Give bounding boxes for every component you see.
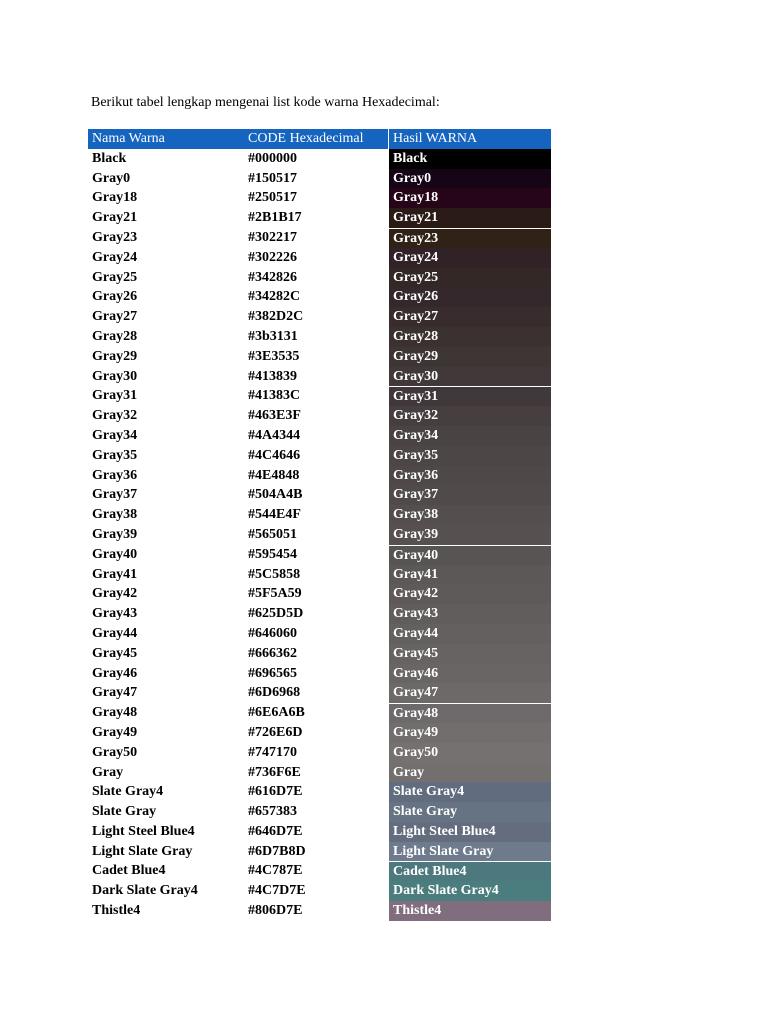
color-swatch-cell: Slate Gray4	[389, 782, 551, 802]
hex-code-cell: #4E4848	[248, 467, 300, 483]
color-swatch-cell: Gray43	[389, 604, 551, 624]
color-name-cell: Gray48	[92, 705, 138, 721]
color-swatch-cell: Thistle4	[389, 901, 551, 921]
color-swatch-cell: Gray38	[389, 505, 551, 525]
table-row	[88, 782, 551, 802]
hex-code-cell: #616D7E	[248, 784, 303, 800]
color-swatch-cell: Gray28	[389, 327, 551, 347]
color-name-cell: Slate Gray4	[92, 784, 164, 800]
color-swatch-cell: Light Steel Blue4	[389, 822, 551, 842]
hex-code-cell: #657383	[248, 804, 297, 820]
hex-code-cell: #34282C	[248, 289, 301, 305]
intro-text: Berikut tabel lengkap mengenai list kode warna Hexadecimal:	[91, 95, 440, 110]
color-name-cell: Gray42	[92, 586, 138, 602]
color-swatch-cell: Gray23	[389, 228, 551, 248]
table-row	[88, 644, 551, 664]
color-swatch-cell: Gray18	[389, 188, 551, 208]
color-name-cell: Gray21	[92, 210, 138, 226]
table-row	[88, 406, 551, 426]
color-name-cell: Gray40	[92, 546, 138, 562]
color-name-cell: Gray50	[92, 744, 138, 760]
color-swatch-cell: Gray41	[389, 565, 551, 585]
table-row	[88, 624, 551, 644]
hex-code-cell: #625D5D	[248, 606, 304, 622]
color-name-cell: Gray43	[92, 606, 138, 622]
table-row	[88, 842, 551, 862]
hex-code-cell: #6D7B8D	[248, 843, 306, 859]
table-row	[88, 802, 551, 822]
table-row	[88, 664, 551, 684]
hex-code-cell: #6E6A6B	[248, 705, 305, 721]
table-row	[88, 525, 551, 545]
color-swatch-cell: Gray26	[389, 287, 551, 307]
hex-code-cell: #806D7E	[248, 903, 303, 919]
hex-code-cell: #5C5858	[248, 566, 301, 582]
color-swatch-cell: Gray45	[389, 644, 551, 664]
color-name-cell: Gray23	[92, 229, 138, 245]
table-row	[88, 505, 551, 525]
hex-code-cell: #3b3131	[248, 328, 298, 344]
color-swatch-cell: Gray47	[389, 683, 551, 703]
hex-code-cell: #2B1B17	[248, 210, 302, 226]
table-row	[88, 485, 551, 505]
color-swatch-cell: Gray44	[389, 624, 551, 644]
table-row	[88, 723, 551, 743]
color-name-cell: Gray32	[92, 408, 138, 424]
hex-code-cell: #726E6D	[248, 724, 303, 740]
hex-code-cell: #4A4344	[248, 427, 301, 443]
table-row	[88, 881, 551, 901]
color-name-cell: Gray0	[92, 170, 131, 186]
color-name-cell: Gray26	[92, 289, 138, 305]
color-swatch-cell: Gray36	[389, 466, 551, 486]
color-name-cell: Gray29	[92, 348, 138, 364]
color-name-cell: Light Steel Blue4	[92, 823, 195, 839]
color-swatch-cell: Gray	[389, 763, 551, 783]
color-name-cell: Gray27	[92, 309, 138, 325]
header-name: Nama Warna	[88, 129, 244, 149]
color-swatch-cell: Gray46	[389, 664, 551, 684]
hex-code-cell: #4C787E	[248, 863, 303, 879]
table-row	[88, 446, 551, 466]
color-name-cell: Gray31	[92, 388, 138, 404]
table-row	[88, 466, 551, 486]
color-name-cell: Gray34	[92, 427, 138, 443]
color-swatch-cell: Black	[389, 149, 551, 169]
table-row	[88, 584, 551, 604]
color-swatch-cell: Gray35	[389, 446, 551, 466]
color-swatch-cell: Gray34	[389, 426, 551, 446]
color-swatch-cell: Gray48	[389, 703, 551, 723]
hex-code-cell: #250517	[248, 190, 297, 206]
color-name-cell: Gray35	[92, 447, 138, 463]
hex-code-cell: #413839	[248, 368, 297, 384]
table-row	[88, 604, 551, 624]
table-row	[88, 901, 551, 921]
hex-code-cell: #6D6968	[248, 685, 301, 701]
color-swatch-cell: Cadet Blue4	[389, 861, 551, 881]
color-name-cell: Black	[92, 150, 127, 166]
hex-code-cell: #646D7E	[248, 823, 303, 839]
color-name-cell: Gray25	[92, 269, 138, 285]
color-swatch-cell: Gray32	[389, 406, 551, 426]
color-swatch-cell: Slate Gray	[389, 802, 551, 822]
color-swatch-cell: Gray21	[389, 208, 551, 228]
table-row	[88, 565, 551, 585]
table-row	[88, 228, 551, 248]
table-row	[88, 861, 551, 881]
color-swatch-cell: Gray27	[389, 307, 551, 327]
color-swatch-cell: Gray30	[389, 367, 551, 387]
color-name-cell: Gray18	[92, 190, 138, 206]
hex-code-cell: #544E4F	[248, 507, 301, 523]
table-row	[88, 149, 551, 169]
color-name-cell: Thistle4	[92, 903, 141, 919]
color-name-cell: Gray49	[92, 724, 138, 740]
hex-code-cell: #646060	[248, 625, 297, 641]
color-name-cell: Gray28	[92, 328, 138, 344]
hex-code-cell: #41383C	[248, 388, 301, 404]
table-row	[88, 545, 551, 565]
color-name-cell: Gray46	[92, 665, 138, 681]
color-code-table	[88, 129, 551, 921]
color-swatch-cell: Gray31	[389, 386, 551, 406]
table-row	[88, 287, 551, 307]
color-name-cell: Gray38	[92, 507, 138, 523]
color-swatch-cell: Gray0	[389, 169, 551, 189]
header-code: CODE Hexadecimal	[244, 129, 389, 149]
table-row	[88, 169, 551, 189]
header-result: Hasil WARNA	[389, 129, 551, 149]
hex-code-cell: #4C7D7E	[248, 883, 306, 899]
table-row	[88, 347, 551, 367]
table-row	[88, 307, 551, 327]
hex-code-cell: #736F6E	[248, 764, 301, 780]
color-name-cell: Dark Slate Gray4	[92, 883, 198, 899]
hex-code-cell: #4C4646	[248, 447, 301, 463]
table-row	[88, 268, 551, 288]
table-row	[88, 683, 551, 703]
color-swatch-cell: Gray49	[389, 723, 551, 743]
hex-code-cell: #666362	[248, 645, 297, 661]
table-row	[88, 763, 551, 783]
color-name-cell: Gray47	[92, 685, 138, 701]
color-name-cell: Slate Gray	[92, 804, 157, 820]
color-name-cell: Gray41	[92, 566, 138, 582]
hex-code-cell: #302217	[248, 229, 297, 245]
hex-code-cell: #342826	[248, 269, 297, 285]
hex-code-cell: #463E3F	[248, 408, 301, 424]
hex-code-cell: #595454	[248, 546, 297, 562]
color-name-cell: Gray24	[92, 249, 138, 265]
table-header-row	[88, 129, 551, 149]
color-swatch-cell: Gray24	[389, 248, 551, 268]
table-row	[88, 367, 551, 387]
table-row	[88, 188, 551, 208]
color-swatch-cell: Light Slate Gray	[389, 842, 551, 862]
color-name-cell: Gray39	[92, 526, 138, 542]
color-swatch-cell: Gray25	[389, 268, 551, 288]
color-swatch-cell: Gray50	[389, 743, 551, 763]
table-row	[88, 703, 551, 723]
color-name-cell: Cadet Blue4	[92, 863, 166, 879]
table-body	[88, 149, 551, 921]
color-name-cell: Gray	[92, 764, 124, 780]
table-row	[88, 426, 551, 446]
hex-code-cell: #504A4B	[248, 487, 303, 503]
hex-code-cell: #382D2C	[248, 309, 304, 325]
hex-code-cell: #5F5A59	[248, 586, 302, 602]
color-name-cell: Gray45	[92, 645, 138, 661]
color-name-cell: Gray36	[92, 467, 138, 483]
color-swatch-cell: Gray37	[389, 485, 551, 505]
color-swatch-cell: Gray40	[389, 545, 551, 565]
hex-code-cell: #565051	[248, 526, 297, 542]
color-swatch-cell: Gray39	[389, 525, 551, 545]
hex-code-cell: #000000	[248, 150, 297, 166]
hex-code-cell: #3E3535	[248, 348, 300, 364]
table-row	[88, 208, 551, 228]
hex-code-cell: #696565	[248, 665, 297, 681]
table-row	[88, 327, 551, 347]
hex-code-cell: #302226	[248, 249, 297, 265]
color-name-cell: Gray37	[92, 487, 138, 503]
table-row	[88, 743, 551, 763]
hex-code-cell: #150517	[248, 170, 297, 186]
color-name-cell: Gray44	[92, 625, 138, 641]
table-row	[88, 386, 551, 406]
hex-code-cell: #747170	[248, 744, 297, 760]
color-name-cell: Gray30	[92, 368, 138, 384]
color-swatch-cell: Gray29	[389, 347, 551, 367]
color-swatch-cell: Dark Slate Gray4	[389, 881, 551, 901]
table-row	[88, 248, 551, 268]
color-name-cell: Light Slate Gray	[92, 843, 193, 859]
table-row	[88, 822, 551, 842]
color-swatch-cell: Gray42	[389, 584, 551, 604]
